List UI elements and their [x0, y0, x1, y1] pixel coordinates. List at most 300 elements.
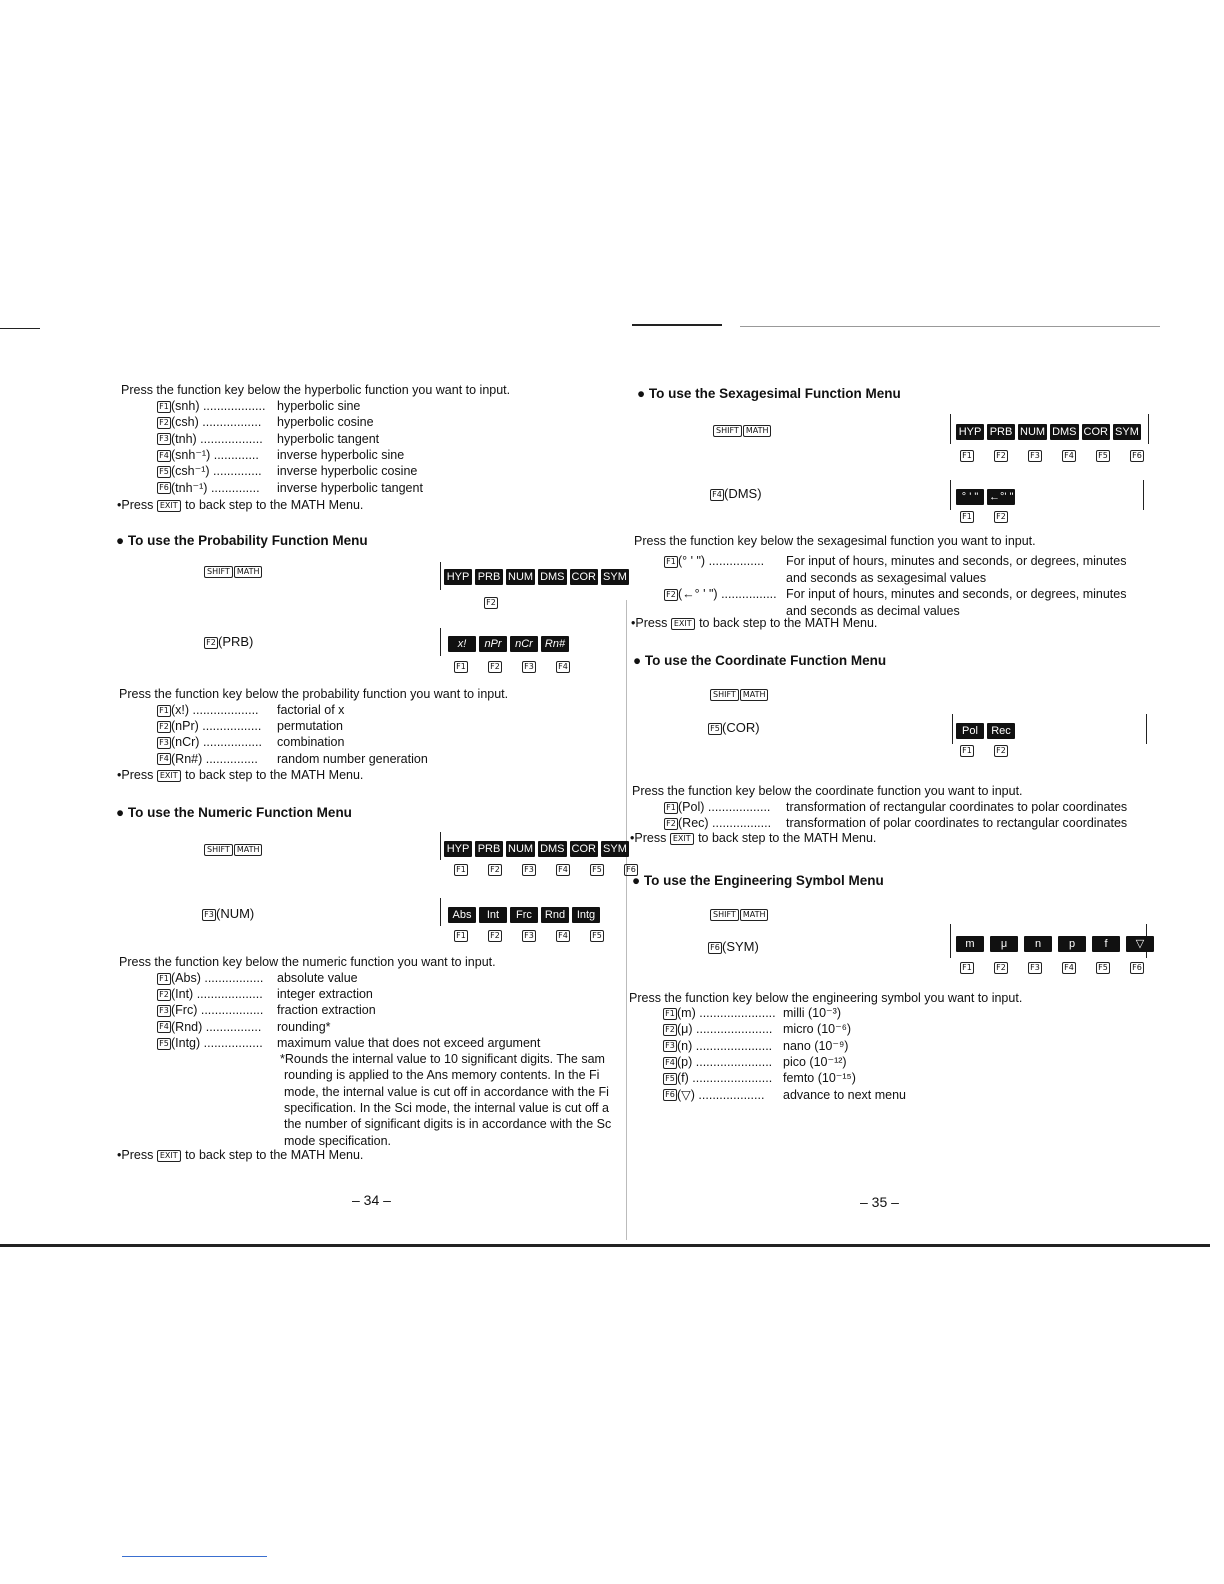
menu-item: NUM [1020, 426, 1046, 438]
page-number-left: – 34 – [352, 1192, 391, 1208]
list-item [664, 586, 1126, 602]
item-key-label [664, 815, 784, 831]
page-number-right: – 35 – [860, 1194, 899, 1210]
item-description: rounding* [277, 1019, 331, 1034]
leader-dots: .................. [704, 800, 771, 814]
back-note-prefix: •Press [117, 498, 154, 512]
list-item [157, 1002, 376, 1018]
blue-underline [122, 1556, 267, 1557]
menu-item: COR [571, 843, 596, 855]
item-description: For input of hours, minutes and seconds, or degrees, minutes [786, 587, 1127, 601]
item-label: (Rnd) [171, 1019, 203, 1034]
shift-key: SHIFT [204, 844, 233, 856]
math-fkey-row [454, 864, 658, 876]
exit-key: EXIT [157, 500, 181, 512]
function-key: F1 [960, 450, 974, 462]
item-label: (n) [677, 1038, 693, 1053]
exit-key: EXIT [157, 770, 181, 782]
item-label: (snh⁻¹) [171, 447, 211, 462]
function-key: F2 [157, 417, 171, 429]
item-description: fraction extraction [277, 1003, 376, 1018]
item-description: inverse hyperbolic sine [277, 447, 405, 462]
item-label: (snh) [171, 399, 200, 413]
item-description: transformation of polar coordinates to rectangular coordinates [786, 816, 1128, 830]
item-description: absolute value [277, 971, 358, 985]
f5-key: F5 [708, 723, 722, 735]
cor-select-label: (COR) [722, 720, 760, 735]
item-description: inverse hyperbolic cosine [277, 464, 418, 479]
item-description: factorial of x [277, 703, 345, 717]
function-key: F5 [157, 1038, 171, 1050]
menu-item: COR [571, 571, 596, 583]
note-line: mode specification. [284, 1133, 392, 1148]
item-key-label [663, 1054, 781, 1070]
function-key: F1 [664, 556, 678, 568]
back-note-prefix: •Press [117, 768, 154, 782]
menu-item: Abs [448, 907, 476, 923]
dms-back-note [631, 615, 877, 631]
num-heading-text: To use the Numeric Function Menu [127, 805, 352, 820]
function-key: F1 [960, 745, 974, 757]
function-key: F1 [454, 930, 468, 942]
leader-dots: .............. [209, 464, 262, 479]
num-select [202, 906, 254, 921]
function-key: F3 [663, 1040, 677, 1052]
function-key: F3 [522, 930, 536, 942]
menu-item: DMS [1052, 426, 1077, 438]
item-label: (csh⁻¹) [171, 464, 210, 479]
item-description: For input of hours, minutes and seconds, or degrees, minutes [786, 554, 1127, 568]
list-item [157, 480, 423, 496]
item-key-label [157, 1019, 275, 1035]
item-label: (Intg) [171, 1035, 201, 1050]
menu-item: DMS [540, 843, 565, 855]
f6-key: F6 [708, 942, 722, 954]
leader-dots: ................. [198, 719, 262, 734]
lcd-edge [440, 898, 441, 926]
function-key: F4 [663, 1057, 677, 1069]
item-key-label [663, 1005, 781, 1021]
exit-key: EXIT [157, 1150, 181, 1162]
item-description: and seconds as sexagesimal values [786, 570, 987, 585]
function-key: F2 [157, 989, 171, 1001]
item-description: milli (10⁻³) [783, 1006, 841, 1020]
list-item [663, 1038, 848, 1054]
list-item [157, 398, 360, 414]
list-item [663, 1070, 856, 1086]
item-label: (nCr) [171, 735, 200, 750]
item-description: transformation of rectangular coordinates to polar coordinates [786, 800, 1128, 814]
item-key-label [157, 1035, 275, 1051]
shift-key: SHIFT [713, 425, 742, 437]
menu-item: n [1024, 936, 1052, 952]
menu-item: ▽ [1126, 936, 1154, 952]
cor-heading-text: To use the Coordinate Function Menu [644, 653, 887, 668]
item-key-label [157, 751, 275, 767]
f2-key: F2 [204, 637, 218, 649]
top-rule-right [632, 324, 722, 326]
menu-item: HYP [444, 569, 472, 585]
function-key: F4 [1062, 962, 1076, 974]
lcd-edge [440, 562, 441, 590]
menu-item: f [1092, 936, 1120, 952]
function-key: F6 [663, 1089, 677, 1101]
num-intro: Press the function key below the numeric function you want to input. [119, 955, 496, 969]
item-description: pico (10⁻¹²) [783, 1054, 847, 1069]
item-description: hyperbolic tangent [277, 431, 380, 446]
item-key-label [157, 1002, 275, 1018]
function-key: F3 [522, 864, 536, 876]
list-item [157, 718, 343, 734]
function-key: F1 [454, 661, 468, 673]
dms-heading: ● To use the Sexagesimal Function Menu [637, 386, 901, 401]
back-note-text: to back step to the MATH Menu. [185, 768, 364, 782]
function-key: F3 [157, 737, 171, 749]
menu-item: Frc [510, 907, 538, 923]
function-key: F2 [488, 864, 502, 876]
function-key: F5 [590, 930, 604, 942]
function-key: F5 [663, 1073, 677, 1085]
list-item [157, 414, 374, 430]
math-key: MATH [234, 566, 263, 578]
prb-select-label: (PRB) [218, 634, 254, 649]
item-description: permutation [277, 719, 344, 734]
function-key: F4 [1062, 450, 1076, 462]
f4-key: F4 [710, 489, 724, 501]
menu-item: ° ' " [956, 489, 984, 505]
item-key-label [664, 553, 784, 569]
lcd-edge [950, 414, 951, 444]
list-item [157, 1019, 331, 1035]
menu-item: Pol [956, 723, 984, 739]
item-key-label [157, 447, 275, 463]
prb-intro: Press the function key below the probability function you want to input. [119, 687, 509, 701]
bottom-rule [0, 1244, 1210, 1247]
prb-heading: ● To use the Probability Function Menu [116, 533, 368, 548]
leader-dots: ...................... [695, 1006, 776, 1020]
num-menu-bar [448, 906, 600, 924]
back-note-text: to back step to the MATH Menu. [185, 1148, 364, 1162]
function-key: F1 [663, 1008, 677, 1020]
item-label: (▽) [677, 1087, 695, 1102]
cor-back-note [630, 830, 876, 846]
leader-dots: ................... [694, 1087, 765, 1102]
sym-intro: Press the function key below the engineering symbol you want to input. [629, 991, 1023, 1005]
function-key: F4 [556, 930, 570, 942]
leader-dots: ............. [210, 447, 259, 462]
list-item [157, 734, 344, 750]
function-key: F5 [590, 864, 604, 876]
back-note-prefix: •Press [631, 616, 668, 630]
menu-item: HYP [956, 424, 984, 440]
back-note-prefix: •Press [630, 831, 667, 845]
function-key: F1 [960, 511, 974, 523]
gutter-line [626, 600, 627, 1240]
function-key: F1 [664, 802, 678, 814]
item-description: hyperbolic sine [277, 399, 361, 413]
menu-item: SYM [1113, 424, 1141, 440]
item-label: (←° ' ") [678, 587, 718, 601]
leader-dots: ................. [200, 1035, 263, 1050]
item-description: combination [277, 735, 345, 750]
item-label: (nPr) [171, 719, 199, 734]
menu-item: HYP [444, 841, 472, 857]
menu-item: x! [448, 636, 476, 652]
list-item [157, 970, 358, 986]
note-line: specification. In the Sci mode, the internal value is cut off a [284, 1100, 609, 1115]
menu-item: PRB [475, 841, 503, 857]
function-key: F1 [454, 864, 468, 876]
dms-intro: Press the function key below the sexagesimal function you want to input. [634, 534, 1036, 548]
hyp-intro: Press the function key below the hyperbolic function you want to input. [121, 383, 511, 397]
item-key-label [157, 398, 275, 414]
leader-dots: ....................... [688, 1071, 773, 1086]
dms-fkey-row [960, 511, 1028, 523]
top-rule-left [0, 328, 40, 329]
function-key: F4 [556, 864, 570, 876]
menu-item: NUM [508, 843, 534, 855]
math-key: MATH [743, 425, 772, 437]
item-label: (f) [677, 1071, 689, 1086]
lcd-edge [950, 480, 951, 510]
math-menu-bar [956, 423, 1141, 441]
shift-math-keys [204, 563, 263, 581]
math-menu-bar [444, 840, 629, 858]
cor-intro: Press the function key below the coordinate function you want to input. [632, 784, 1023, 798]
num-heading: ● To use the Numeric Function Menu [116, 805, 352, 820]
menu-item: Rn# [541, 636, 569, 652]
item-key-label [663, 1038, 781, 1054]
item-key-label [157, 970, 275, 986]
item-label: (Int) [171, 987, 194, 1002]
menu-item: ←°' " [989, 491, 1014, 503]
item-label: (Frc) [171, 1003, 198, 1018]
item-label: (m) [677, 1006, 696, 1020]
item-description: nano (10⁻⁹) [783, 1038, 849, 1053]
menu-item: Rec [987, 723, 1015, 739]
math-key: MATH [234, 844, 263, 856]
item-description: and seconds as decimal values [786, 603, 960, 618]
function-key: F2 [663, 1024, 677, 1036]
shift-key: SHIFT [710, 689, 739, 701]
cor-fkey-row [960, 745, 1028, 757]
note-line: mode, the internal value is cut off in accordance with the Fi [284, 1084, 609, 1099]
num-fkey-row [454, 930, 624, 942]
list-item [157, 463, 417, 479]
function-key: F3 [1028, 450, 1042, 462]
note-line: rounding is applied to the Ans memory contents. In the Fi [284, 1068, 600, 1083]
item-label: (μ) [677, 1022, 693, 1037]
menu-item: μ [990, 936, 1018, 952]
hyp-back-note [117, 497, 363, 513]
item-label: (csh) [171, 415, 199, 430]
dms-menu-bar [956, 488, 1015, 506]
function-key: F2 [994, 745, 1008, 757]
item-label: (x!) [171, 703, 190, 717]
menu-item: SYM [601, 569, 629, 585]
function-key: F1 [157, 401, 171, 413]
note-line: *Rounds the internal value to 10 significant digits. The sam [280, 1052, 605, 1066]
function-key: F6 [1130, 962, 1144, 974]
function-key: F6 [157, 482, 171, 494]
leader-dots: .................. [197, 1003, 264, 1018]
leader-dots: ................ [705, 554, 765, 568]
menu-item: COR [1083, 426, 1108, 438]
prb-f2-key [484, 594, 498, 612]
item-label: (tnh⁻¹) [171, 480, 208, 495]
function-key: F5 [1096, 962, 1110, 974]
menu-item: nPr [479, 636, 507, 652]
item-description: femto (10⁻¹⁵) [783, 1071, 856, 1086]
function-key: F2 [488, 930, 502, 942]
function-key: F4 [157, 1021, 171, 1033]
sym-heading-text: To use the Engineering Symbol Menu [643, 873, 884, 888]
item-key-label [157, 431, 275, 447]
list-item [157, 702, 344, 718]
list-item [664, 553, 1126, 569]
function-key: F5 [1096, 450, 1110, 462]
lcd-edge [1146, 714, 1147, 744]
item-key-label [157, 702, 275, 718]
math-menu-bar [444, 568, 629, 586]
num-select-label: (NUM) [216, 906, 255, 921]
function-key: F6 [1130, 450, 1144, 462]
leader-dots: ............... [202, 751, 258, 766]
leader-dots: ................... [193, 987, 263, 1002]
function-key: F2 [994, 962, 1008, 974]
function-key: F4 [157, 753, 171, 765]
leader-dots: ...................... [692, 1038, 773, 1053]
lcd-edge [440, 832, 441, 860]
top-rule-far [740, 326, 1160, 327]
menu-item: nCr [510, 636, 538, 652]
list-item [663, 1005, 841, 1021]
prb-menu-bar [448, 635, 569, 653]
list-item [157, 751, 428, 767]
function-key: F3 [1028, 962, 1042, 974]
f3-key: F3 [202, 909, 216, 921]
sym-heading: ● To use the Engineering Symbol Menu [632, 873, 884, 888]
dms-select [710, 486, 762, 501]
item-label: (Rn#) [171, 751, 203, 766]
item-label: (Rec) [678, 816, 709, 830]
item-description: hyperbolic cosine [277, 415, 374, 430]
menu-item: Int [479, 907, 507, 923]
item-key-label [157, 734, 275, 750]
back-note-prefix: •Press [117, 1148, 154, 1162]
cor-select [708, 720, 760, 735]
f2-key: F2 [484, 597, 498, 609]
shift-key: SHIFT [710, 909, 739, 921]
list-item [157, 986, 373, 1002]
note-line: the number of significant digits is in accordance with the Sc [284, 1117, 612, 1132]
list-item [664, 570, 986, 586]
function-key: F1 [157, 705, 171, 717]
item-description: micro (10⁻⁶) [783, 1022, 851, 1037]
function-key: F1 [157, 973, 171, 985]
shift-math-keys [713, 422, 772, 440]
function-key: F2 [664, 589, 678, 601]
exit-key: EXIT [671, 618, 695, 630]
leader-dots: .................. [199, 399, 266, 413]
item-label: (° ' ") [678, 554, 706, 568]
leader-dots: ................. [708, 816, 772, 830]
dms-select-label: (DMS) [724, 486, 762, 501]
prb-fkey-row [454, 661, 590, 673]
shift-math-keys [710, 906, 769, 924]
shift-key: SHIFT [204, 566, 233, 578]
cor-heading: ● To use the Coordinate Function Menu [633, 653, 887, 668]
leader-dots: ...................... [692, 1054, 773, 1069]
function-key: F5 [157, 466, 171, 478]
menu-item: m [956, 936, 984, 952]
menu-item: SYM [601, 841, 629, 857]
lcd-edge [1143, 480, 1144, 510]
list-item [664, 799, 1127, 815]
list-item [663, 1021, 851, 1037]
function-key: F4 [157, 450, 171, 462]
item-description: random number generation [277, 751, 428, 766]
menu-item: PRB [475, 569, 503, 585]
function-key: F2 [664, 818, 678, 830]
list-item [157, 447, 404, 463]
leader-dots: ................ [717, 587, 777, 601]
prb-heading-text: To use the Probability Function Menu [127, 533, 368, 548]
list-item [664, 815, 1127, 831]
list-item [663, 1087, 906, 1103]
item-key-label [663, 1021, 781, 1037]
item-key-label [157, 986, 275, 1002]
item-description: advance to next menu [783, 1087, 906, 1102]
function-key: F1 [960, 962, 974, 974]
leader-dots: ................. [200, 971, 264, 985]
item-description: integer extraction [277, 987, 373, 1002]
leader-dots: ................ [202, 1019, 262, 1034]
menu-item: Intg [572, 907, 600, 923]
leader-dots: ................. [199, 735, 262, 750]
math-key: MATH [740, 689, 769, 701]
sym-select-label: (SYM) [722, 939, 759, 954]
leader-dots: ................... [189, 703, 259, 717]
menu-item: Rnd [541, 907, 569, 923]
exit-key: EXIT [670, 833, 694, 845]
function-key: F3 [157, 433, 171, 445]
item-key-label [157, 718, 275, 734]
function-key: F2 [994, 450, 1008, 462]
item-key-label [664, 799, 784, 815]
shift-math-keys [204, 841, 263, 859]
list-item [663, 1054, 847, 1070]
list-item [157, 431, 379, 447]
sym-menu-bar [956, 935, 1154, 953]
function-key: F2 [157, 721, 171, 733]
leader-dots: ...................... [692, 1022, 773, 1037]
lcd-edge [440, 628, 441, 656]
lcd-edge [1148, 414, 1149, 444]
prb-select [204, 634, 253, 649]
menu-item: PRB [987, 424, 1015, 440]
leader-dots: .............. [207, 480, 260, 495]
leader-dots: .................. [196, 431, 263, 446]
item-label: (Abs) [171, 971, 201, 985]
function-key: F3 [522, 661, 536, 673]
item-key-label [157, 463, 275, 479]
dms-heading-text: To use the Sexagesimal Function Menu [648, 386, 901, 401]
function-key: F2 [994, 511, 1008, 523]
menu-item: NUM [508, 571, 534, 583]
num-back-note [117, 1147, 363, 1163]
function-key: F6 [624, 864, 638, 876]
